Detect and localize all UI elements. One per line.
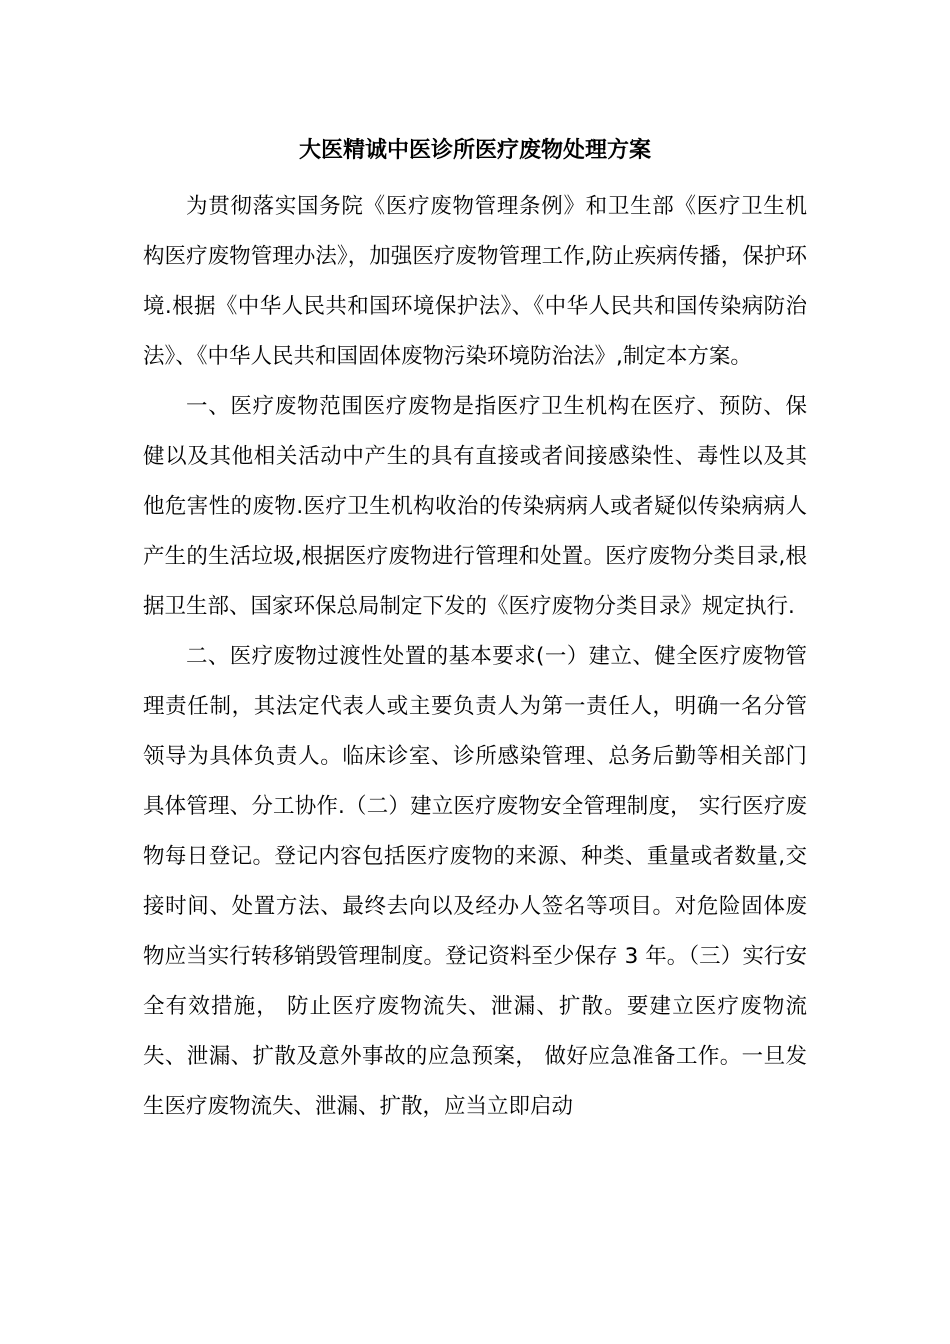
paragraph-section-2: 二、医疗废物过渡性处置的基本要求(一）建立、健全医疗废物管理责任制，其法定代表人或主要负责人为第一责任人，明确一名分管领导为具体负责人。临床诊室、诊所感染管理、总务后勤等相关部门具体管理、分工协作.（二）建立医疗废物安全管理制度， 实行医疗废物每日登记。登记内容包括医疗废物的来源、种类、重量或者数量,交接时间、处置方法、最终去向以及经办人签名等项目。对危险固体废物应当实行转移销毁管理制度。登记资料至少保存 3 年。（三）实行安全有效措施， 防止医疗废物流失、泄漏、扩散。要建立医疗废物流失、泄漏、扩散及意外事故的应急预案， 做好应急准备工作。一旦发生医疗废物流失、泄漏、扩散，应当立即启动 [143,644,807,1119]
paragraph-section-1: 一、医疗废物范围医疗废物是指医疗卫生机构在医疗、预防、保健以及其他相关活动中产生的具有直接或者间接感染性、毒性以及其他危害性的废物.医疗卫生机构收治的传染病病人或者疑似传染病病人产生的生活垃圾,根据医疗废物进行管理和处置。医疗废物分类目录,根据卫生部、国家环保总局制定下发的《医疗废物分类目录》规定执行. [143,394,807,619]
document-title: 大医精诚中医诊所医疗废物处理方案 [298,138,651,163]
paragraph-intro: 为贯彻落实国务院《医疗废物管理条例》和卫生部《医疗卫生机构医疗废物管理办法》，加强医疗废物管理工作,防止疾病传播，保护环境.根据《中华人民共和国环境保护法》、《中华人民共和国传染病防治法》、《中华人民共和国固体废物污染环境防治法》,制定本方案。 [143,194,807,369]
document-body [143,182,807,1132]
